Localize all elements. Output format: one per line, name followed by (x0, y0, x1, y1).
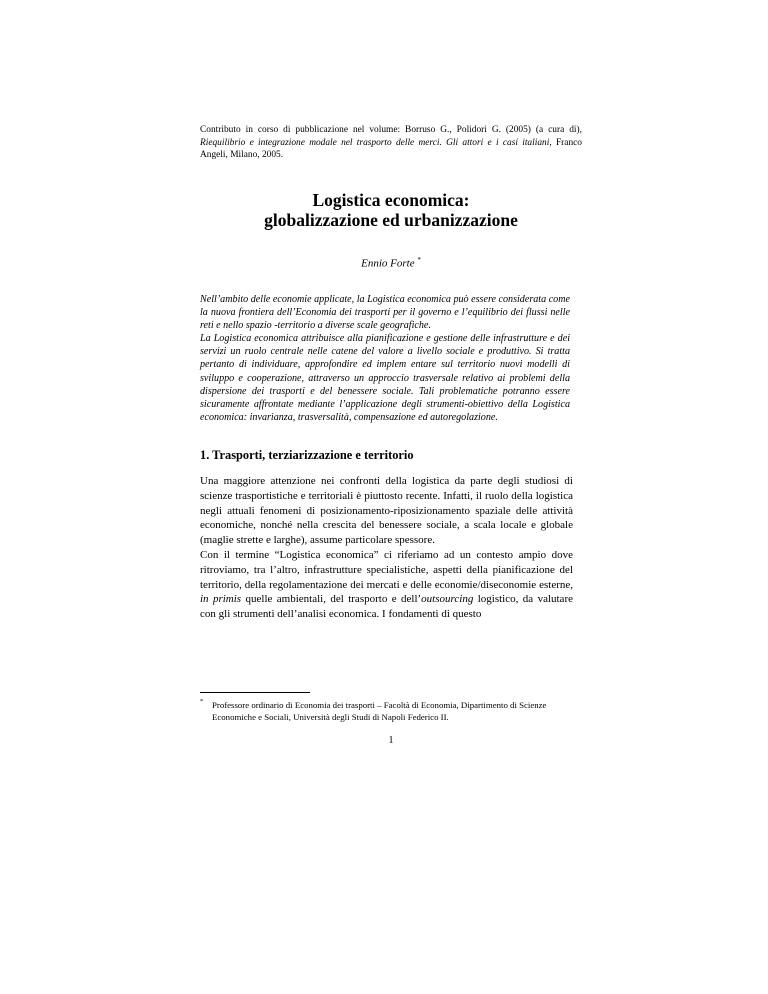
body-paragraph-2 (200, 548, 573, 622)
body-text (200, 474, 573, 622)
body-p2-italic-2: outsourcing (421, 593, 474, 606)
publication-note-suffix: , Franco Angeli, Milano, 2005. (200, 137, 582, 160)
body-p2-italic-1: in primis (200, 593, 242, 606)
page-number: 1 (388, 735, 394, 746)
body-p2-part-3: logistico, da valutare con gli strumenti dell’analisi economica. I fondamenti di questo (200, 593, 573, 621)
footnote-text: Professore ordinario di Economia dei trasporti – Facoltà di Economia, Dipartimento di Scienze Economiche e Sociali, Università degli Studi di Napoli Federico II. (212, 700, 547, 722)
abstract-paragraph-2: La Logistica economica attribuisce alla pianificazione e gestione delle infrastrutture e dei servizi un ruolo centrale nelle catene del valore a livello sociale e produttivo. Si tratta pertanto di individuare, approfondire ed implem entare sul territorio nuovi modelli di sviluppo e cooperazione, attraverso un approccio trasversale relativo ai problemi della dispersione dei trasporti e del benessere sociale. Tali problematiche potranno essere sicuramente affrontate mediante l’applicazione degli strumenti-obiettivo della Logistica economica: invarianza, trasversalità, compensazione ed autoregolazione. (200, 333, 570, 423)
author-name: Ennio Forte (361, 257, 415, 270)
abstract (200, 293, 570, 424)
body-p2-part-1: Con il termine “Logistica economica” ci riferiamo ad un contesto ampio dove ritroviamo, tra l’altro, infrastrutture specialistiche, aspetti della pianificazione del territorio, della regolamentazione dei mercati e delle economie/diseconomie esterne, (200, 548, 573, 591)
author-footnote-mark: * (417, 256, 421, 264)
section-heading: 1. Trasporti, terziarizzazione e territorio (200, 448, 414, 462)
body-p2-part-2: quelle ambientali, del trasporto e dell’ (241, 593, 422, 606)
footnote (200, 699, 572, 723)
body-paragraph-1: Una maggiore attenzione nei confronti della logistica da parte degli studiosi di scienze trasportistiche e territoriali è piuttosto recente. Infatti, il ruolo della logistica negli attuali fenomeni di posizionamento-riposizionamento spaziale delle attività economiche, nonché nella crescita del benessere sociale, a scala locale e globale (maglie strette e larghe), assume particolare spessore. (200, 475, 573, 547)
publication-note-prefix: Contributo in corso di pubblicazione nel volume: Borruso G., Polidori G. (2005) (a cura di), (200, 125, 582, 135)
abstract-paragraph-1: Nell’ambito delle economie applicate, la Logistica economica può essere considerata come la nuova frontiera dell’Economia dei trasporti per il governo e l’equilibrio dei flussi nelle reti e nello spazio -territorio a diverse scale geografiche. (200, 294, 570, 332)
publication-note (200, 124, 582, 162)
paper-title-line-1: Logistica economica: (312, 190, 470, 210)
footnote-divider (200, 692, 310, 693)
author (200, 256, 582, 270)
footnote-mark: * (200, 698, 204, 705)
book-title: Riequilibrio e integrazione modale nel trasporto delle merci. Gli attori e i casi italiani (200, 137, 550, 148)
paper-title-line-2: globalizzazione ed urbanizzazione (264, 210, 518, 230)
